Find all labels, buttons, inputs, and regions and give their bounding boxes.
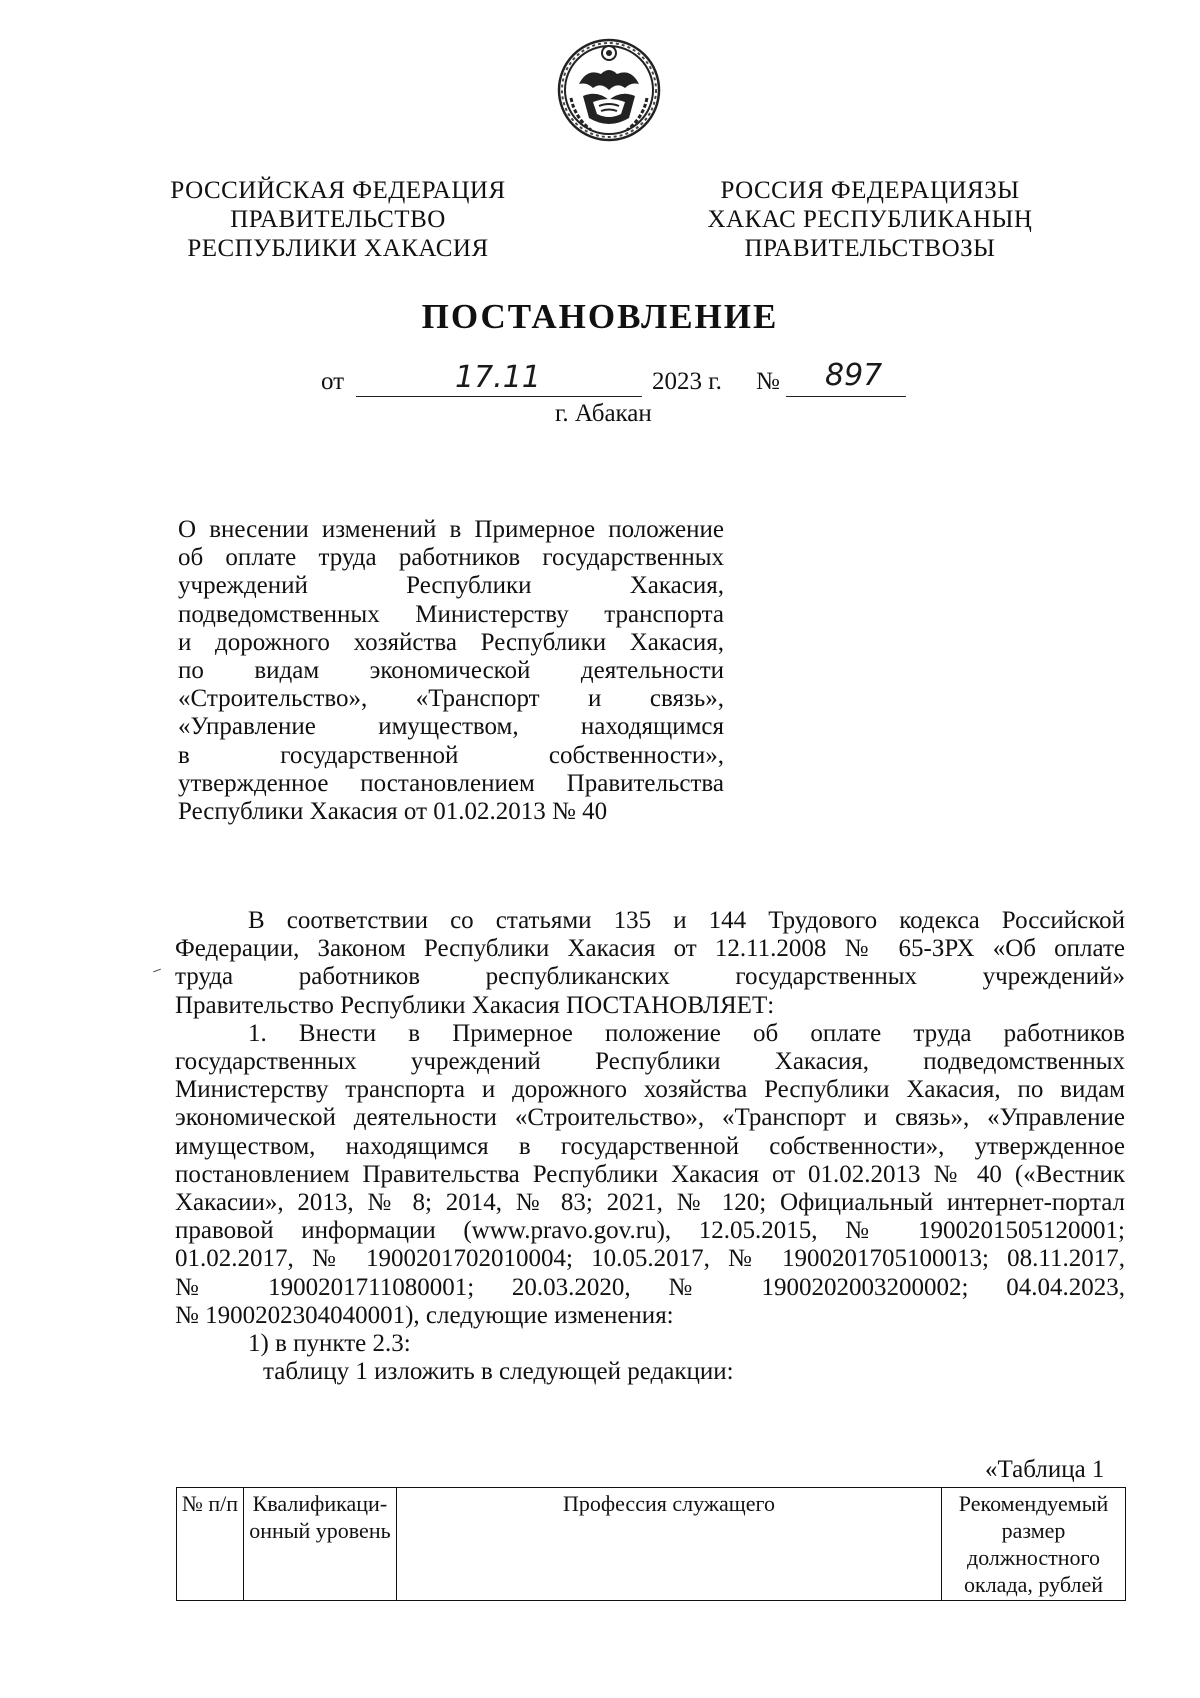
subject-line: подведомственных Министерству транспорта [178,600,724,628]
number-underline [786,396,906,397]
subject-line: «Строительство», «Транспорт и связь», [178,685,724,713]
subject-line: «Управление имуществом, находящимся [178,713,724,741]
body-line: имуществом, находящимся в государственной собственности», утвержденное [175,1132,1125,1160]
body-line: государственных учреждений Республики Хакасия, подведомственных [175,1048,1125,1076]
coat-of-arms-emblem [557,38,661,142]
subject-line: Республики Хакасия от 01.02.2013 № 40 [178,798,608,826]
body-line: Хакасии», 2013, № 8; 2014, № 83; 2021, № 120; Официальный интернет-портал [175,1189,1125,1217]
body-line: 01.02.2017, № 1900201702010004; 10.05.2017, № 1900201705100013; 08.11.2017, [175,1245,1125,1273]
year-label: 2023 г. [652,368,722,395]
col-header-qualification-level: Квалификаци-онный уровень [243,1488,396,1601]
header-left-line: РОССИЙСКАЯ ФЕДЕРАЦИЯ [170,177,506,204]
document-body [175,907,1125,1386]
body-line: В соответствии со статьями 135 и 144 Трудового кодекса Российской [248,907,1125,934]
body-line: 1. Внести в Примерное положение об оплате труда работников [248,1019,1125,1047]
salary-table [176,1487,1126,1601]
subject-line: О внесении изменений в Примерное положение [178,516,724,543]
number-handwritten: 897 [825,358,883,393]
body-line: № 1900202304040001), следующие изменения: [175,1301,674,1329]
header-left-line: РЕСПУБЛИКИ ХАКАСИЯ [187,235,489,262]
body-line: постановлением Правительства Республики Хакасия от 01.02.2013 № 40 («Вестник [175,1160,1125,1188]
col-header-salary: Рекомендуемый размер должностного оклада, рублей [942,1488,1126,1601]
header-right-line: ХАКАС РЕСПУБЛИКАНЫҢ [707,206,1033,233]
subject-line: в государственной собственности», [178,741,724,769]
document-subject [178,516,724,826]
subject-line: утвержденное постановлением Правительства [178,769,724,797]
col-header-number: № п/п [177,1488,244,1601]
date-underline [356,396,642,397]
subject-line: по видам экономической деятельности [178,657,724,685]
col-header-profession: Профессия служащего [396,1488,941,1601]
header-right-line: ПРАВИТЕЛЬСТВОЗЫ [744,235,996,262]
city-label: г. Абакан [555,400,652,427]
subject-line: и дорожного хозяйства Республики Хакасия, [178,628,724,656]
header-left-line: ПРАВИТЕЛЬСТВО [230,206,446,233]
margin-mark [153,969,161,973]
header-right-line: РОССИЯ ФЕДЕРАЦИЯЗЫ [720,177,1020,204]
document-type-title: ПОСТАНОВЛЕНИЕ [421,297,779,336]
header-right [690,176,1050,263]
table-caption: «Таблица 1 [985,1456,1105,1483]
body-line: труда работников республиканских государственных учреждений» [175,963,1125,991]
number-label: № [756,368,780,395]
body-line: правовой информации (www.pravo.gov.ru), 12.05.2015, № 1900201505120001; [175,1217,1125,1245]
body-line: Министерству транспорта и дорожного хозяйства Республики Хакасия, по видам [175,1076,1125,1104]
body-line: таблицу 1 изложить в следующей редакции: [263,1358,734,1386]
body-line: экономической деятельности «Строительство», «Транспорт и связь», «Управление [175,1104,1125,1132]
body-line: 1) в пункте 2.3: [248,1330,411,1358]
body-line: № 1900201711080001; 20.03.2020, № 1900202003200002; 04.04.2023, [175,1273,1125,1301]
date-handwritten: 17.11 [455,360,541,395]
subject-line: об оплате труда работников государственных [178,544,724,572]
subject-line: учреждений Республики Хакасия, [178,572,724,600]
header-left [168,176,508,263]
date-prefix: от [321,368,345,395]
body-line: Правительство Республики Хакасия ПОСТАНОВЛЯЕТ: [175,991,775,1019]
table-header-row [177,1488,1126,1601]
body-line: Федерации, Законом Республики Хакасия от 12.11.2008 № 65-ЗРХ «Об оплате [175,935,1125,963]
